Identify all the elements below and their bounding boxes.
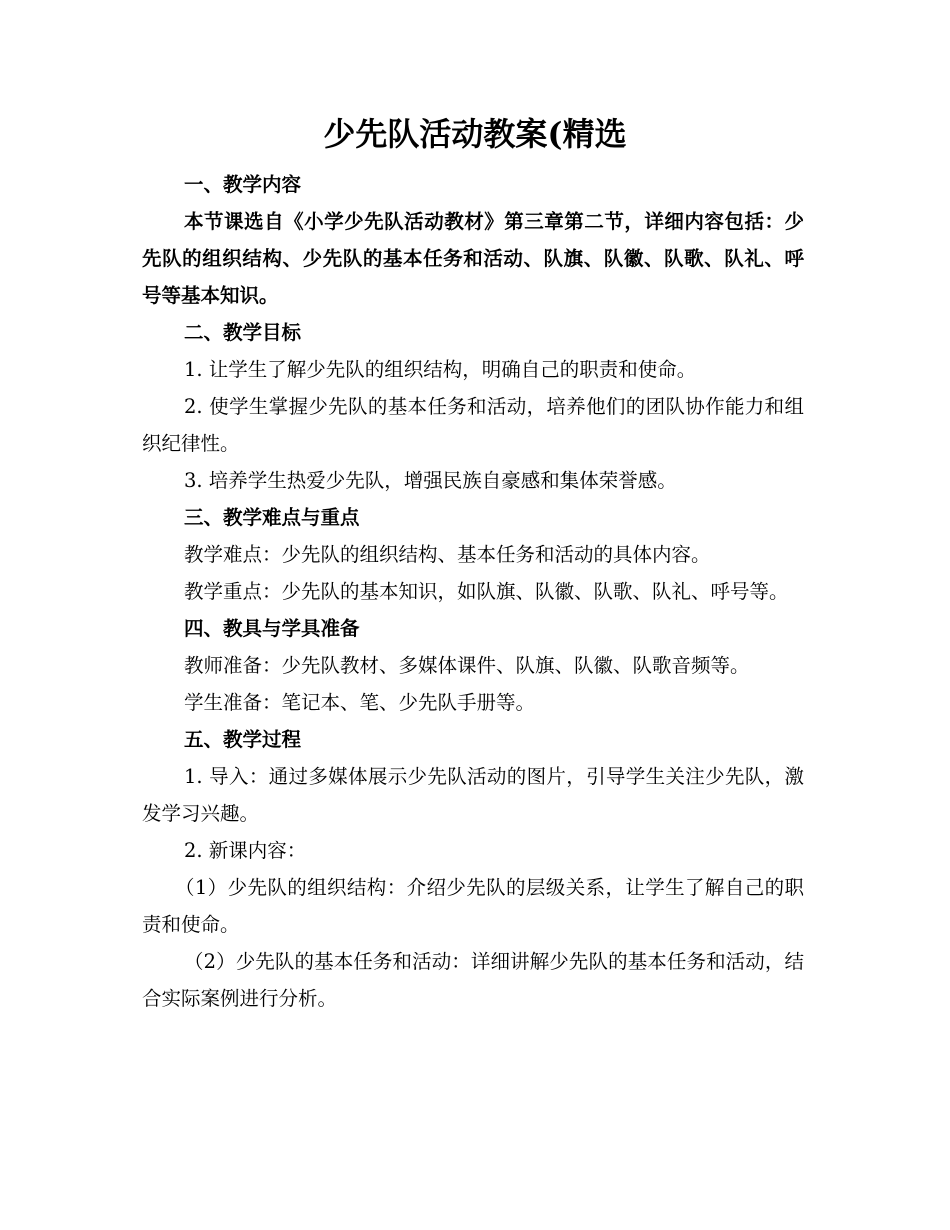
section-heading-objectives: 二、教学目标: [184, 321, 302, 344]
process-subitem-1: （1）少先队的组织结构：介绍少先队的层级关系，让学生了解自己的职责和使命。: [142, 876, 804, 936]
section-heading-process: 五、教学过程: [184, 728, 302, 751]
objective-item-3: 3. 培养学生热爱少先队，增强民族自豪感和集体荣誉感。: [184, 469, 677, 492]
section-heading-materials: 四、教具与学具准备: [184, 617, 360, 640]
student-materials-paragraph: 学生准备：笔记本、笔、少先队手册等。: [184, 691, 536, 714]
objective-item-1: 1. 让学生了解少先队的组织结构，明确自己的职责和使命。: [184, 358, 697, 381]
key-points-paragraph: 教学重点：少先队的基本知识，如队旗、队徽、队歌、队礼、呼号等。: [184, 580, 789, 603]
content-paragraph: 本节课选自《小学少先队活动教材》第三章第二节，详细内容包括：少先队的组织结构、少先队的基本任务和活动、队旗、队徽、队歌、队礼、呼号等基本知识。: [142, 210, 804, 307]
document-title: 少先队活动教案(精选: [323, 115, 627, 153]
difficulty-paragraph: 教学难点：少先队的组织结构、基本任务和活动的具体内容。: [184, 543, 711, 566]
objective-item-2: 2. 使学生掌握少先队的基本任务和活动，培养他们的团队协作能力和组织纪律性。: [142, 395, 804, 455]
process-item-2: 2. 新课内容：: [184, 839, 307, 862]
section-heading-difficulties: 三、教学难点与重点: [184, 506, 360, 529]
process-subitem-2: （2）少先队的基本任务和活动：详细讲解少先队的基本任务和活动，结合实际案例进行分析。: [142, 950, 804, 1010]
process-item-1: 1. 导入：通过多媒体展示少先队活动的图片，引导学生关注少先队，激发学习兴趣。: [142, 765, 804, 825]
teacher-materials-paragraph: 教师准备：少先队教材、多媒体课件、队旗、队徽、队歌音频等。: [184, 654, 750, 677]
document-body: [142, 166, 804, 1017]
section-heading-content: 一、教学内容: [184, 173, 302, 196]
